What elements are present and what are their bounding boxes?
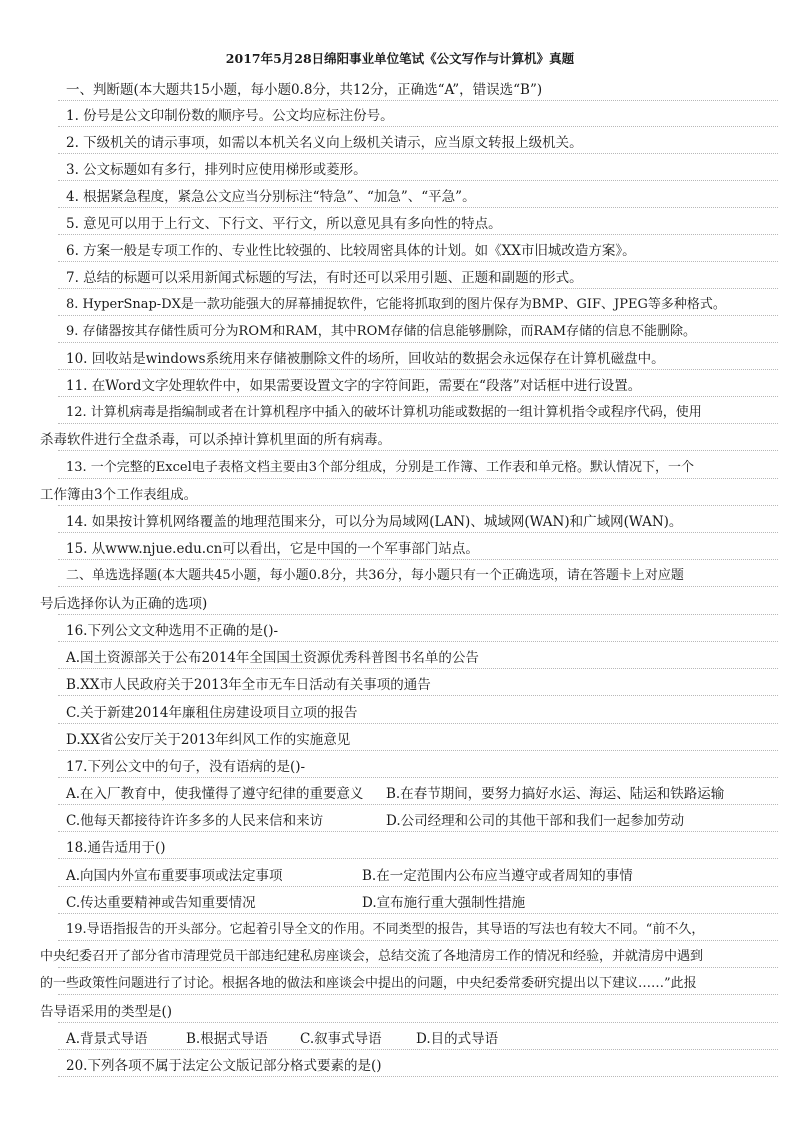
dotted-rule: [58, 180, 778, 181]
answer-option: D.目的式导语: [416, 1031, 499, 1047]
section-heading-continuation: 号后选择你认为正确的选项): [40, 596, 208, 612]
dotted-rule: [58, 586, 778, 587]
dotted-rule: [58, 1076, 778, 1077]
question-item: 6. 方案一般是专项工作的、专业性比较强的、比较周密具体的计划。如《XX市旧城改造方案》。: [66, 243, 636, 259]
dotted-rule: [58, 750, 778, 751]
question-stem: 20.下列各项不属于法定公文版记部分格式要素的是(): [66, 1058, 382, 1074]
answer-option: C.传达重要精神或告知重要情况: [66, 895, 256, 911]
dotted-rule: [58, 153, 778, 154]
question-continuation: 中央纪委召开了部分省市清理党员干部违纪建私房座谈会，总结交流了各地清房工作的情况和经验，并就清房中遇到: [40, 949, 704, 964]
dotted-rule: [58, 505, 778, 506]
dotted-rule: [58, 100, 778, 101]
answer-option: B.在春节期间，要努力搞好水运、海运、陆运和铁路运输: [386, 786, 725, 802]
question-item: 14. 如果按计算机网络覆盖的地理范围来分，可以分为局域网(LAN)、城域网(WAN)和广域网(WAN)。: [66, 514, 683, 530]
question-item: 10. 回收站是windows系统用来存储被删除文件的场所，回收站的数据会永远保存在计算机磁盘中。: [66, 351, 665, 367]
answer-option: B.在一定范围内公布应当遵守或者周知的事情: [362, 868, 633, 884]
question-item: 15. 从www.njue.edu.cn可以看出，它是中国的一个军事部门站点。: [66, 541, 479, 557]
dotted-rule: [58, 261, 778, 262]
dotted-rule: [58, 967, 778, 968]
question-stem: 19.导语指报告的开头部分。它起着引导全文的作用。不同类型的报告，其导语的写法也有较大不同。“前不久，: [66, 922, 705, 937]
dotted-rule: [58, 940, 778, 941]
answer-option: A.国土资源部关于公布2014年全国国土资源优秀科普图书名单的公告: [66, 650, 479, 666]
answer-option: A.背景式导语: [66, 1031, 148, 1047]
dotted-rule: [58, 858, 778, 859]
question-continuation: 的一些政策性问题进行了讨论。根据各地的做法和座谈会中提出的问题，中央纪委常委研究提出以下建议……”此报: [40, 976, 697, 991]
question-stem: 16.下列公文文种选用不正确的是()-: [66, 623, 279, 639]
dotted-rule: [58, 831, 778, 832]
dotted-rule: [58, 450, 778, 451]
dotted-rule: [58, 641, 778, 642]
dotted-rule: [58, 994, 778, 995]
question-item: 5. 意见可以用于上行文、下行文、平行文，所以意见具有多向性的特点。: [66, 216, 502, 232]
question-item: 12. 计算机病毒是指编制或者在计算机程序中插入的破坏计算机功能或数据的一组计算机指令或程序代码，使用: [66, 405, 702, 420]
dotted-rule: [58, 695, 778, 696]
dotted-rule: [58, 342, 778, 343]
dotted-rule: [58, 777, 778, 778]
dotted-rule: [58, 478, 778, 479]
dotted-rule: [58, 234, 778, 235]
answer-option: D.宣布施行重大强制性措施: [362, 895, 526, 911]
answer-option: A.在入厂教育中，使我懂得了遵守纪律的重要意义: [66, 786, 364, 802]
answer-option: B.根据式导语: [186, 1031, 268, 1047]
dotted-rule: [58, 532, 778, 533]
answer-option: B.XX市人民政府关于2013年全市无车日活动有关事项的通告: [66, 677, 431, 693]
dotted-rule: [58, 396, 778, 397]
question-item: 4. 根据紧急程度，紧急公文应当分别标注“特急”、“加急”、“平急”。: [66, 189, 476, 205]
dotted-rule: [58, 668, 778, 669]
question-continuation: 杀毒软件进行全盘杀毒，可以杀掉计算机里面的所有病毒。: [40, 432, 391, 448]
question-stem: 18.通告适用于(): [66, 840, 166, 856]
dotted-rule: [58, 369, 778, 370]
dotted-rule: [58, 804, 778, 805]
dotted-rule: [58, 723, 778, 724]
dotted-rule: [58, 288, 778, 289]
dotted-rule: [58, 1022, 778, 1023]
question-item: 9. 存储器按其存储性质可分为ROM和RAM，其中ROM存储的信息能够删除，而RAM存储的信息不能删除。: [66, 324, 697, 339]
question-item: 11. 在Word文字处理软件中，如果需要设置文字的字符间距，需要在“段落”对话框中进行设置。: [66, 378, 642, 394]
question-item: 3. 公文标题如有多行，排列时应使用梯形或菱形。: [66, 162, 367, 178]
dotted-rule: [58, 614, 778, 615]
dotted-rule: [58, 1049, 778, 1050]
dotted-rule: [58, 315, 778, 316]
dotted-rule: [58, 559, 778, 560]
dotted-rule: [58, 913, 778, 914]
question-continuation: 工作簿由3个工作表组成。: [40, 487, 198, 503]
question-item: 2. 下级机关的请示事项，如需以本机关名义向上级机关请示，应当原文转报上级机关。: [66, 135, 583, 151]
answer-option: C.叙事式导语: [300, 1031, 382, 1047]
document-title: 2017年5月28日绵阳事业单位笔试《公文写作与计算机》真题: [225, 51, 575, 66]
section-heading: 一、判断题(本大题共15小题，每小题0.8分，共12分，正确选“A”，错误选“B”): [66, 82, 543, 98]
answer-option: D.公司经理和公司的其他干部和我们一起参加劳动: [386, 813, 685, 829]
answer-option: A.向国内外宣布重要事项或法定事项: [66, 868, 283, 884]
answer-option: C.关于新建2014年廉租住房建设项目立项的报告: [66, 705, 358, 721]
question-stem: 17.下列公文中的句子，没有语病的是()-: [66, 759, 306, 775]
question-item: 13. 一个完整的Excel电子表格文档主要由3个部分组成，分别是工作簿、工作表和单元格。默认情况下，一个: [66, 460, 695, 475]
section-heading: 二、单选选择题(本大题共45小题，每小题0.8分，共36分，每小题只有一个正确选项，请在答题卡上对应题: [66, 568, 684, 583]
dotted-rule: [58, 207, 778, 208]
question-item: 7. 总结的标题可以采用新闻式标题的写法，有时还可以采用引题、正题和副题的形式。: [66, 270, 583, 286]
question-continuation: 告导语采用的类型是(): [40, 1004, 173, 1020]
dotted-rule: [58, 886, 778, 887]
question-item: 1. 份号是公文印制份数的顺序号。公文均应标注份号。: [66, 108, 394, 124]
answer-option: D.XX省公安厅关于2013年纠风工作的实施意见: [66, 732, 351, 748]
dotted-rule: [58, 423, 778, 424]
dotted-rule: [58, 126, 778, 127]
question-item: 8. HyperSnap-DX是一款功能强大的屏幕捕捉软件，它能将抓取到的图片保存为BMP、GIF、JPEG等多种格式。: [66, 297, 726, 312]
answer-option: C.他每天都接待许许多多的人民来信和来访: [66, 813, 324, 829]
